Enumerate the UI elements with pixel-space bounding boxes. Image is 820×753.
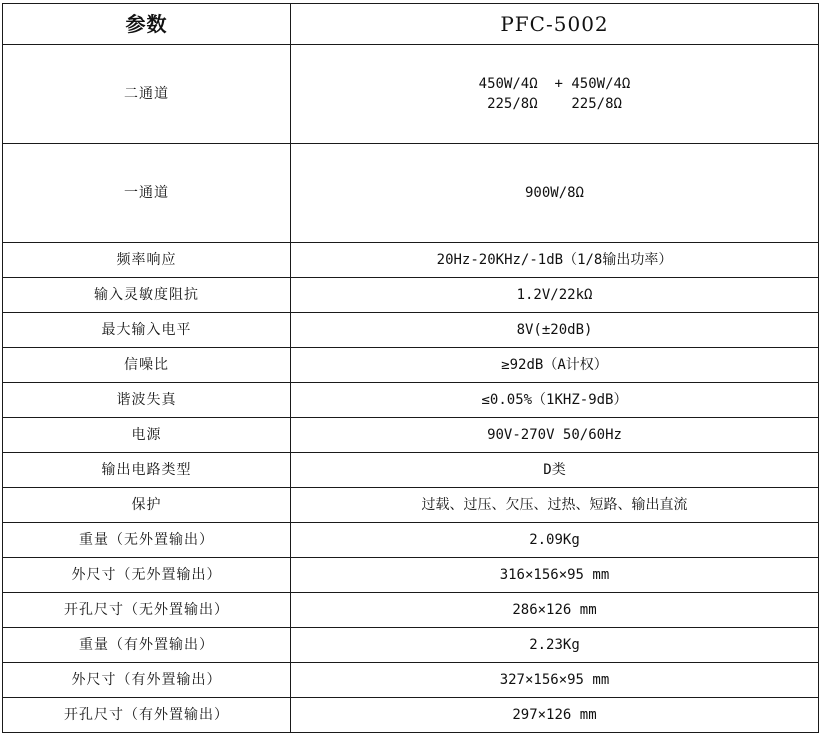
row-value: 2.09Kg	[291, 523, 819, 558]
row-value: 286×126 mm	[291, 593, 819, 628]
header-row	[3, 4, 819, 45]
table-row	[3, 348, 819, 383]
table-row	[3, 593, 819, 628]
row-label: 保护	[3, 488, 291, 523]
row-label: 最大输入电平	[3, 313, 291, 348]
row-label: 信噪比	[3, 348, 291, 383]
row-value: D类	[291, 453, 819, 488]
value-line: 450W/4Ω + 450W/4Ω	[478, 76, 631, 92]
row-label: 开孔尺寸（有外置输出）	[3, 698, 291, 733]
row-value: ≥92dB（A计权）	[291, 348, 819, 383]
row-value: 316×156×95 mm	[291, 558, 819, 593]
row-value: 327×156×95 mm	[291, 663, 819, 698]
table-row	[3, 418, 819, 453]
row-label: 开孔尺寸（无外置输出）	[3, 593, 291, 628]
table-row	[3, 243, 819, 278]
table-row	[3, 313, 819, 348]
value-line: 225/8Ω 225/8Ω	[487, 96, 622, 112]
table-row	[3, 45, 819, 144]
row-label: 外尺寸（有外置输出）	[3, 663, 291, 698]
row-value	[291, 144, 819, 243]
row-value: 20Hz-20KHz/-1dB（1/8输出功率）	[291, 243, 819, 278]
row-label: 谐波失真	[3, 383, 291, 418]
row-value: 297×126 mm	[291, 698, 819, 733]
row-label: 一通道	[3, 144, 291, 243]
row-label: 频率响应	[3, 243, 291, 278]
header-param: 参数	[3, 4, 291, 45]
row-label: 重量（无外置输出）	[3, 523, 291, 558]
row-label: 输入灵敏度阻抗	[3, 278, 291, 313]
row-value: 8V(±20dB)	[291, 313, 819, 348]
table-row	[3, 558, 819, 593]
row-value	[291, 45, 819, 144]
row-value: 2.23Kg	[291, 628, 819, 663]
row-value: ≤0.05%（1KHZ-9dB）	[291, 383, 819, 418]
row-label: 二通道	[3, 45, 291, 144]
table-row	[3, 453, 819, 488]
header-model: PFC-5002	[291, 4, 819, 45]
table-row	[3, 698, 819, 733]
value-line: 900W/8Ω	[524, 185, 584, 201]
table-row	[3, 628, 819, 663]
table-row	[3, 383, 819, 418]
row-label: 电源	[3, 418, 291, 453]
table-row	[3, 663, 819, 698]
table-row	[3, 144, 819, 243]
row-value: 过载、过压、欠压、过热、短路、输出直流	[291, 488, 819, 523]
table-row	[3, 278, 819, 313]
table-row	[3, 523, 819, 558]
row-label: 输出电路类型	[3, 453, 291, 488]
row-value: 90V-270V 50/60Hz	[291, 418, 819, 453]
row-value: 1.2V/22kΩ	[291, 278, 819, 313]
row-label: 外尺寸（无外置输出）	[3, 558, 291, 593]
row-label: 重量（有外置输出）	[3, 628, 291, 663]
spec-table	[2, 3, 819, 733]
table-row	[3, 488, 819, 523]
